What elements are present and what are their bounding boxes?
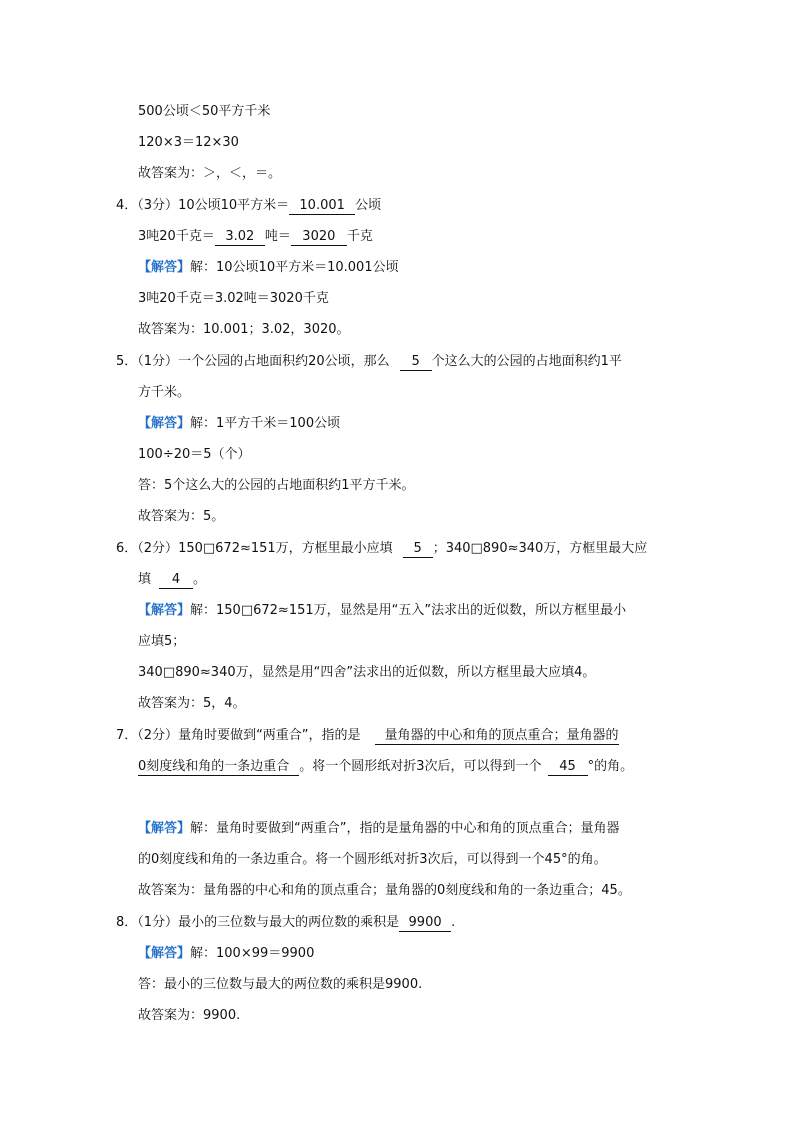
question-text: °的角。	[587, 759, 634, 774]
question-6	[116, 540, 647, 558]
solution-line	[138, 820, 620, 838]
question-text: 一个公园的占地面积约20公顷，那么	[178, 354, 390, 369]
question-text: 最小的三位数与最大的两位数的乘积是	[178, 915, 400, 930]
question-8	[116, 914, 455, 932]
solution-line: 340□890≈340万，显然是用“四舍”法求出的近似数，所以方框里最大应填4。	[138, 665, 596, 680]
answer-blank: 5	[403, 541, 433, 558]
solution-line	[138, 602, 626, 620]
answer-line: 故答案为：10.001；3.02，3020。	[138, 322, 350, 337]
answer-blank: 9900	[399, 915, 451, 932]
solution-line	[138, 415, 340, 433]
solution-text: 解：1平方千米＝100公顷	[190, 416, 341, 431]
question-text: 量角时要做到“两重合”，指的是	[178, 728, 361, 743]
solution-line: 答：5个这么大的公园的占地面积约1平方千米。	[138, 478, 415, 493]
answer-blank: 3020	[291, 229, 347, 246]
solution-line	[138, 259, 399, 277]
solution-line: 3吨20千克＝3.02吨＝3020千克	[138, 291, 329, 306]
answer-blank: 45	[548, 759, 588, 776]
answer-blank: 4	[159, 572, 193, 589]
question-text: 。	[193, 572, 207, 587]
question-number: 8．	[116, 915, 138, 930]
solution-text: 解：150□672≈151万，显然是用“五入”法求出的近似数，所以方框里最小	[190, 603, 627, 618]
question-score: （2分）	[137, 541, 179, 556]
question-text: 个这么大的公园的占地面积约1平	[431, 354, 622, 369]
solution-text: 解：量角时要做到“两重合”，指的是量角器的中心和角的顶点重合；量角器	[190, 821, 620, 836]
answer-line: 故答案为：量角器的中心和角的顶点重合；量角器的0刻度线和角的一条边重合；45。	[138, 883, 631, 898]
question-5	[116, 353, 622, 371]
solution-tag: 【解答】	[138, 603, 191, 618]
question-text: 。将一个圆形纸对折3次后，可以得到一个	[299, 759, 542, 774]
question-4-line-2	[138, 228, 373, 246]
answer-line: 故答案为：＞，＜，＝。	[138, 166, 282, 181]
question-text: 千克	[346, 229, 373, 244]
question-score: （2分）	[137, 728, 179, 743]
answer-line: 故答案为：9900.	[138, 1008, 241, 1023]
text-line: 500公顷＜50平方千米	[138, 104, 271, 119]
answer-line: 故答案为：5，4。	[138, 696, 246, 711]
question-number: 4．	[116, 198, 138, 213]
question-number: 7．	[116, 728, 138, 743]
solution-line: 答：最小的三位数与最大的两位数的乘积是9900.	[138, 977, 423, 992]
solution-tag: 【解答】	[138, 946, 191, 961]
solution-tag: 【解答】	[138, 416, 191, 431]
solution-tag: 【解答】	[138, 260, 191, 275]
question-text: 公顷	[355, 198, 382, 213]
question-4	[116, 197, 381, 215]
solution-tag: 【解答】	[138, 821, 191, 836]
question-score: （1分）	[137, 915, 179, 930]
text-line: 120×3＝12×30	[138, 135, 239, 150]
question-text: .	[451, 915, 456, 930]
question-7	[116, 727, 619, 745]
question-text: 150□672≈151万，方框里最小应填	[178, 541, 393, 556]
answer-blank: 5	[400, 354, 432, 371]
solution-text: 解：100×99＝9900	[190, 946, 315, 961]
answer-blank: 量角器的中心和角的顶点重合；量角器的	[375, 728, 619, 745]
question-score: （1分）	[137, 354, 179, 369]
answer-line: 故答案为：5。	[138, 509, 225, 524]
answer-blank: 10.001	[289, 198, 355, 215]
solution-line	[138, 945, 314, 963]
question-6-line-2	[138, 571, 206, 589]
question-text: 10公顷10平方米＝	[178, 198, 290, 213]
question-text: 吨＝	[264, 229, 291, 244]
solution-line: 100÷20＝5（个）	[138, 447, 251, 462]
question-number: 6．	[116, 541, 138, 556]
solution-line: 的0刻度线和角的一条边重合。将一个圆形纸对折3次后，可以得到一个45°的角。	[138, 852, 607, 867]
question-number: 5．	[116, 354, 138, 369]
answer-blank: 0刻度线和角的一条边重合	[138, 759, 299, 776]
question-score: （3分）	[137, 198, 179, 213]
question-5-line-2: 方千米。	[138, 385, 191, 400]
question-text: 3吨20千克＝	[138, 229, 215, 244]
question-text: ；340□890≈340万，方框里最大应	[432, 541, 648, 556]
solution-text: 解：10公顷10平方米＝10.001公顷	[190, 260, 399, 275]
question-7-line-2	[138, 758, 633, 776]
answer-blank: 3.02	[215, 229, 265, 246]
solution-line: 应填5；	[138, 634, 186, 649]
question-text: 填	[138, 572, 152, 587]
